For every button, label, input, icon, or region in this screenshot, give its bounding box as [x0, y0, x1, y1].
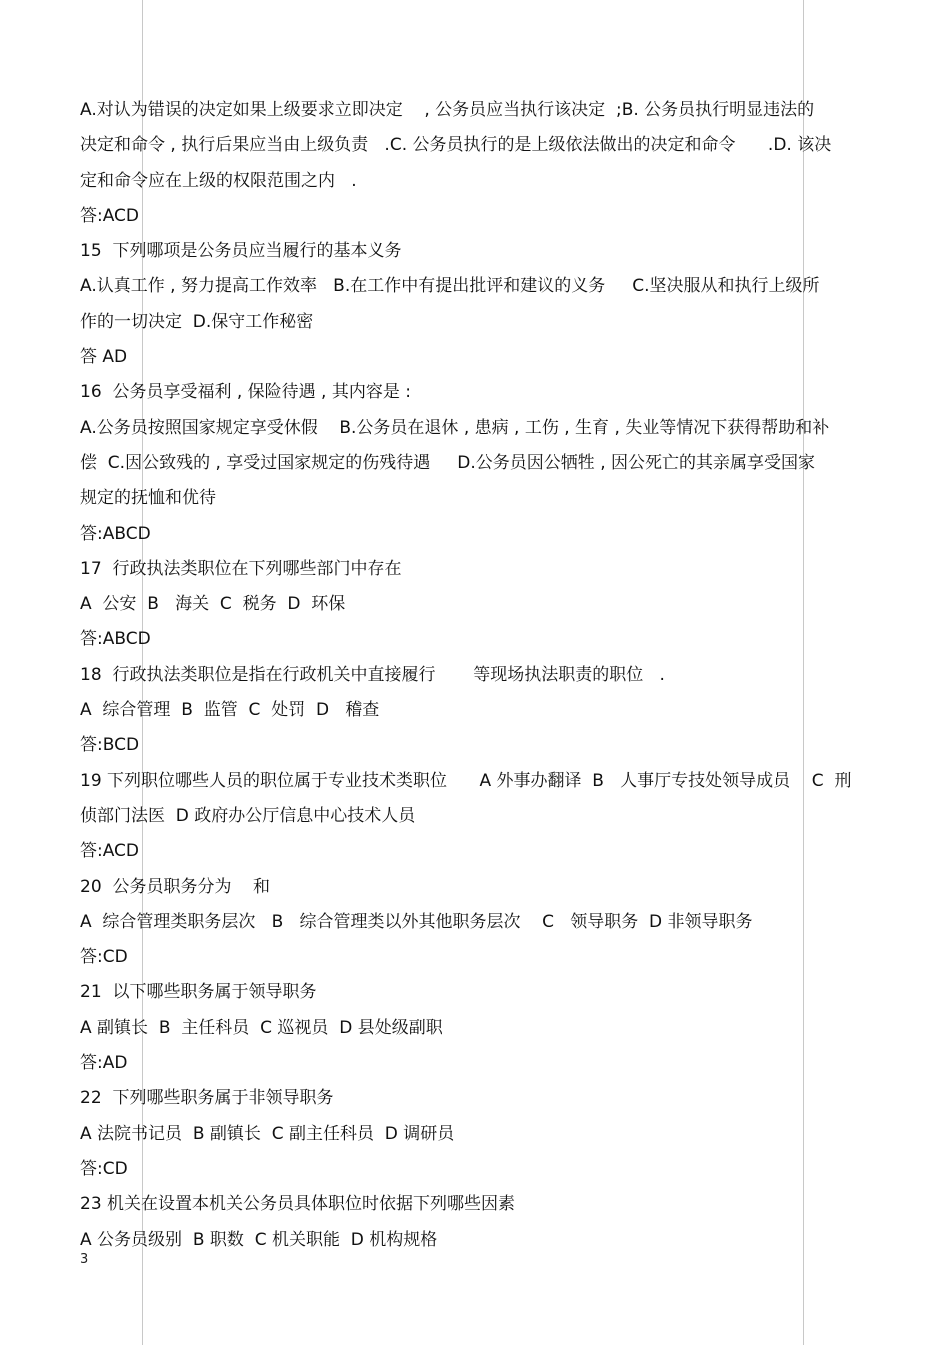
text-line: 决定和命令 , 执行后果应当由上级负责 .C. 公务员执行的是上级依法做出的决定和命令 .D. 该决: [80, 135, 832, 156]
question-line: 19 下列职位哪些人员的职位属于专业技术类职位 A 外事办翻译 B 人事厅专技处领导成员 C 刑: [80, 770, 852, 791]
answer-line: 答:BCD: [80, 735, 140, 756]
options-line: 偿 C.因公致残的 , 享受过国家规定的伤残待遇 D.公务员因公牺牲 , 因公死亡的其亲属享受国家: [80, 452, 816, 473]
answer-line: 答 AD: [80, 347, 128, 368]
answer-line: 答:CD: [80, 947, 128, 968]
options-line: 规定的抚恤和优待: [80, 488, 216, 509]
options-line: A 法院书记员 B 副镇长 C 副主任科员 D 调研员: [80, 1123, 455, 1144]
options-line: A 综合管理 B 监管 C 处罚 D 稽查: [80, 700, 380, 721]
answer-line: 答:AD: [80, 1053, 128, 1074]
question-line: 23 机关在设置本机关公务员具体职位时依据下列哪些因素: [80, 1194, 516, 1215]
options-line: A 公安 B 海关 C 税务 D 环保: [80, 594, 346, 615]
answer-line: 答:ACD: [80, 205, 140, 226]
options-line: A 副镇长 B 主任科员 C 巡视员 D 县处级副职: [80, 1017, 443, 1038]
text-line: 定和命令应在上级的权限范围之内 .: [80, 170, 357, 191]
options-line: 作的一切决定 D.保守工作秘密: [80, 311, 314, 332]
answer-line: 答:ABCD: [80, 523, 151, 544]
options-line: A.公务员按照国家规定享受休假 B.公务员在退休 , 患病 , 工伤 , 生育 , 失业等情况下获得帮助和补: [80, 417, 830, 438]
options-line: A.认真工作 , 努力提高工作效率 B.在工作中有提出批评和建议的义务 C.坚决服从和执行上级所: [80, 276, 820, 297]
answer-line: 答:ABCD: [80, 629, 151, 650]
answer-line: 答:ACD: [80, 841, 140, 862]
options-line: 侦部门法医 D 政府办公厅信息中心技术人员: [80, 805, 416, 826]
question-line: 16 公务员享受福利 , 保险待遇 , 其内容是 :: [80, 382, 411, 403]
answer-line: 答:CD: [80, 1158, 128, 1179]
document-body: [80, 93, 875, 1258]
question-line: 20 公务员职务分为 和: [80, 876, 271, 897]
page-number: 3: [80, 1252, 89, 1267]
question-line: 18 行政执法类职位是指在行政机关中直接履行 等现场执法职责的职位 .: [80, 664, 665, 685]
question-line: 15 下列哪项是公务员应当履行的基本义务: [80, 241, 402, 262]
options-line: A 公务员级别 B 职数 C 机关职能 D 机构规格: [80, 1229, 438, 1250]
options-line: A 综合管理类职务层次 B 综合管理类以外其他职务层次 C 领导职务 D 非领导职务: [80, 911, 753, 932]
text-line: A.对认为错误的决定如果上级要求立即决定 , 公务员应当执行该决定 ;B. 公务员执行明显违法的: [80, 100, 815, 120]
question-line: 17 行政执法类职位在下列哪些部门中存在: [80, 558, 402, 579]
question-line: 21 以下哪些职务属于领导职务: [80, 982, 317, 1003]
question-line: 22 下列哪些职务属于非领导职务: [80, 1088, 334, 1109]
